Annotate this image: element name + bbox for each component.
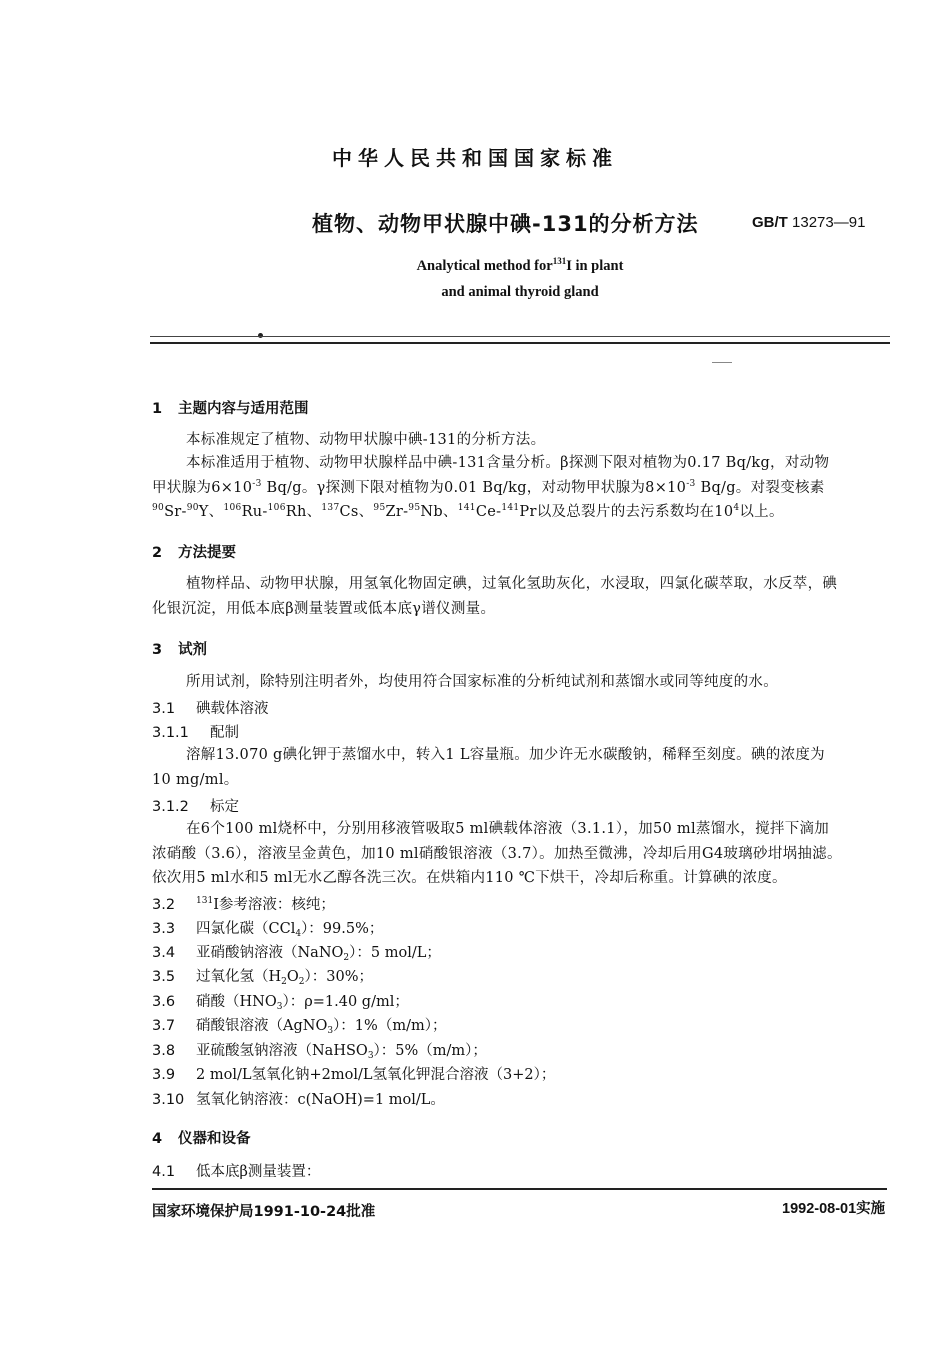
item-3-4-number: 3.4 — [152, 945, 176, 961]
item-3-5-mid: O — [286, 969, 299, 985]
item-3-5-sub2: 2 — [298, 977, 305, 987]
section-2-title: 方法提要 — [178, 545, 236, 561]
english-title-sup: 131 — [552, 256, 567, 266]
section-3-title: 试剂 — [178, 642, 207, 658]
section-4-number: 4 — [152, 1131, 163, 1147]
item-3-9 — [152, 1063, 555, 1084]
standard-number — [752, 214, 865, 231]
item-4-1 — [152, 1160, 320, 1181]
item-3-1-2-text: 标定 — [210, 799, 239, 815]
section-4-heading — [152, 1127, 251, 1148]
item-3-10 — [152, 1088, 445, 1109]
item-3-5-number: 3.5 — [152, 969, 176, 985]
s1-p2b-sup1: -3 — [252, 479, 262, 489]
item-3-6-sub: 3 — [276, 1002, 283, 1012]
item-3-3-sub: 4 — [295, 929, 302, 939]
item-3-10-number: 3.10 — [152, 1092, 185, 1108]
scan-mark — [712, 362, 732, 363]
item-3-10-text: 氢氧化钠溶液：c(NaOH)=1 mol/L。 — [196, 1092, 445, 1108]
s2-paragraph-line1: 植物样品、动物甲状腺，用氢氧化物固定碘，过氧化氢助灰化，水浸取，四氯化碳萃取，水反萃，碘 — [186, 576, 838, 592]
item-3-6-post: ）：ρ=1.40 g/ml； — [282, 994, 409, 1010]
item-3-9-number: 3.9 — [152, 1067, 176, 1083]
item-3-5 — [152, 965, 373, 986]
header-rule-thin — [150, 336, 890, 337]
item-3-7-pre: 硝酸银溶液（AgNO — [196, 1018, 328, 1034]
s3-paragraph: 所用试剂，除特别注明者外，均使用符合国家标准的分析纯试剂和蒸馏水或同等纯度的水。 — [186, 674, 778, 690]
section-1-heading — [152, 397, 309, 418]
item-3-1-number: 3.1 — [152, 701, 176, 717]
footer-rule — [152, 1188, 887, 1190]
s1-paragraph-1: 本标准规定了植物、动物甲状腺中碘-131的分析方法。 — [186, 432, 546, 448]
s1-p2c-exp: 4 — [733, 503, 740, 513]
item-3-1-1-text: 配制 — [210, 725, 239, 741]
item-3-7-post: ）：1%（m/m）； — [333, 1018, 447, 1034]
s1-p2b-mid: Bq/g。γ探测下限对植物为0.01 Bq/kg，对动物甲状腺为8×10 — [261, 480, 687, 496]
section-3-heading — [152, 638, 207, 659]
item-3-3-number: 3.3 — [152, 921, 176, 937]
s1-p2b-sup2: -3 — [686, 479, 696, 489]
national-standard-header: 中华人民共和国国家标准 — [332, 146, 618, 170]
item-3-3-post: ）：99.5%； — [301, 921, 384, 937]
item-3-1-2-para-line2: 浓硝酸（3.6），溶液呈金黄色，加10 ml硝酸银溶液（3.7）。加热至微沸，冷却后用G4玻璃砂坩埚抽滤。 — [152, 846, 842, 862]
header-rule — [150, 342, 890, 344]
item-3-9-text: 2 mol/L氢氧化钠+2mol/L氢氧化钾混合溶液（3+2）； — [196, 1067, 556, 1083]
s1-paragraph-2-line1: 本标准适用于植物、动物甲状腺样品中碘-131含量分析。β探测下限对植物为0.17 Bq/kg，对动物 — [186, 455, 830, 471]
item-3-1-text: 碘载体溶液 — [196, 701, 269, 717]
s1-paragraph-2-line2 — [152, 476, 892, 500]
section-3-number: 3 — [152, 642, 163, 658]
item-3-6 — [152, 990, 409, 1011]
item-3-1-1 — [152, 721, 239, 742]
section-1-title: 主题内容与适用范围 — [178, 401, 309, 417]
item-3-1-2-number: 3.1.2 — [152, 799, 189, 815]
approval-note: 国家环境保护局1991-10-24批准 — [152, 1204, 376, 1220]
item-3-2-text: I参考溶液：核纯； — [213, 897, 335, 913]
item-4-1-number: 4.1 — [152, 1164, 176, 1180]
s1-p2b-post: Bq/g。对裂变核素 — [695, 480, 825, 496]
section-2-heading — [152, 541, 236, 562]
item-3-8-pre: 亚硫酸氢钠溶液（NaHSO — [196, 1043, 368, 1059]
s1-p2c-end: 以上。 — [739, 504, 784, 520]
document-title: 植物、动物甲状腺中碘-131的分析方法 — [312, 212, 699, 236]
section-2-number: 2 — [152, 545, 163, 561]
standard-prefix: GB/T — [752, 214, 788, 231]
s1-paragraph-2-line3: $^{90}$Sr-$^{90}$Y、$^{106}$Ru-$^{106}$Rh、$^{137}$Cs、$^{95}$Zr-$^{95}$Nb、$^{141}$Ce-$^{141}$Pr以及总裂片的去污系数均在$10^4$以上。 — [152, 503, 784, 520]
item-3-8-sub: 3 — [367, 1051, 374, 1061]
english-title-line2: and animal thyroid gland — [441, 284, 599, 300]
item-3-4-sub: 2 — [343, 953, 350, 963]
item-3-8 — [152, 1039, 487, 1060]
item-3-6-number: 3.6 — [152, 994, 176, 1010]
item-3-3-pre: 四氯化碳（CCl — [196, 921, 296, 937]
s1-p2b-pre: 甲状腺为6×10 — [152, 480, 253, 496]
item-3-1-1-para-line2: 10 mg/ml。 — [152, 772, 239, 788]
item-3-5-post: ）：30%； — [304, 969, 373, 985]
english-title-pre: Analytical method for — [416, 258, 553, 274]
section-4-title: 仪器和设备 — [178, 1131, 251, 1147]
item-3-2-sup: 131 — [196, 896, 214, 906]
s2-paragraph-line2: 化银沉淀，用低本底β测量装置或低本底γ谱仪测量。 — [152, 601, 496, 617]
s1-p2c-pre: Sr- — [164, 504, 187, 520]
english-title-line1 — [0, 258, 950, 275]
item-3-1-1-number: 3.1.1 — [152, 725, 189, 741]
standard-code: 13273—91 — [792, 214, 866, 231]
item-3-1 — [152, 697, 269, 718]
item-3-7 — [152, 1014, 446, 1035]
item-3-5-pre: 过氧化氢（H — [196, 969, 282, 985]
item-3-2 — [152, 893, 335, 914]
item-3-4 — [152, 941, 441, 962]
item-3-1-2 — [152, 795, 239, 816]
item-3-1-2-para-line1: 在6个100 ml烧杯中，分别用移液管吸取5 ml碘载体溶液（3.1.1），加50 ml蒸馏水，搅拌下滴加 — [186, 821, 830, 837]
item-3-7-sub: 3 — [327, 1026, 334, 1036]
english-title-post: I in plant — [566, 258, 624, 274]
effective-date: 1992-08-01实施 — [782, 1201, 886, 1217]
item-3-2-number: 3.2 — [152, 897, 176, 913]
item-3-3 — [152, 917, 383, 938]
item-3-7-number: 3.7 — [152, 1018, 176, 1034]
s1-p2c-post: Pr以及总裂片的去污系数均在10 — [519, 504, 734, 520]
item-3-6-pre: 硝酸（HNO — [196, 994, 277, 1010]
section-1-number: 1 — [152, 401, 163, 417]
item-3-1-1-para-line1: 溶解13.070 g碘化钾于蒸馏水中，转入1 L容量瓶。加少许无水碳酸钠，稀释至刻度。碘的浓度为 — [186, 747, 825, 763]
item-3-4-pre: 亚硝酸钠溶液（NaNO — [196, 945, 344, 961]
item-3-1-2-para-line3: 依次用5 ml水和5 ml无水乙醇各洗三次。在烘箱内110 ℃下烘干，冷却后称重。计算碘的浓度。 — [152, 870, 787, 886]
item-3-8-post: ）：5%（m/m）； — [373, 1043, 487, 1059]
item-3-4-post: ）：5 mol/L； — [349, 945, 441, 961]
item-3-5-sub1: 2 — [281, 977, 287, 987]
item-3-8-number: 3.8 — [152, 1043, 176, 1059]
item-4-1-text: 低本底β测量装置： — [196, 1164, 321, 1180]
